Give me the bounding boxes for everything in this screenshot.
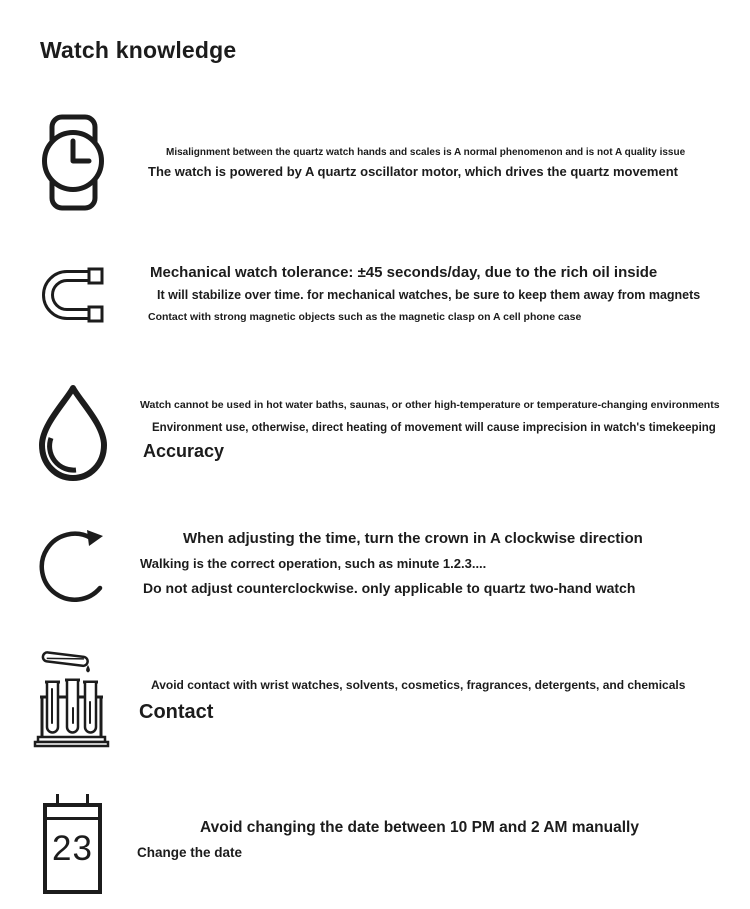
quartz-note-small: Misalignment between the quartz watch hands and scales is A normal phenomenon and is not A quality issue	[166, 147, 686, 158]
calendar-header	[47, 807, 98, 820]
contact-heading: Contact	[139, 701, 214, 723]
test-tubes-icon	[32, 642, 114, 754]
date-note-secondary: Change the date	[137, 845, 243, 860]
chemicals-note: Avoid contact with wrist watches, solvents, cosmetics, fragrances, detergents, and chemicals	[151, 678, 686, 692]
temperature-note-secondary: Environment use, otherwise, direct heating of movement will cause imprecision in watch's timekeeping	[152, 422, 716, 434]
crown-note-secondary: Walking is the correct operation, such as minute 1.2.3....	[140, 556, 487, 571]
calendar-icon	[43, 794, 103, 894]
crown-note-main: When adjusting the time, turn the crown in A clockwise direction	[183, 530, 643, 547]
watch-icon	[40, 110, 110, 215]
clockwise-arrow-icon	[38, 528, 110, 608]
water-drop-icon	[38, 381, 110, 483]
quartz-note-main: The watch is powered by A quartz oscillator motor, which drives the quartz movement	[148, 164, 678, 179]
temperature-note-small: Watch cannot be used in hot water baths, saunas, or other high-temperature or temperature-changing environments	[140, 399, 720, 411]
page-title: Watch knowledge	[40, 37, 237, 63]
calendar-body	[43, 803, 102, 894]
magnet-note-main: Mechanical watch tolerance: ±45 seconds/day, due to the rich oil inside	[150, 264, 658, 281]
magnet-icon	[38, 263, 108, 325]
magnet-note-secondary: It will stabilize over time. for mechanical watches, be sure to keep them away from magnets	[157, 288, 701, 302]
crown-note-warning: Do not adjust counterclockwise. only applicable to quartz two-hand watch	[143, 580, 636, 596]
accuracy-heading: Accuracy	[143, 441, 225, 461]
calendar-day: 23	[52, 829, 93, 868]
date-note-main: Avoid changing the date between 10 PM and 2 AM manually	[200, 819, 639, 836]
magnet-note-small: Contact with strong magnetic objects such as the magnetic clasp on A cell phone case	[148, 311, 582, 323]
